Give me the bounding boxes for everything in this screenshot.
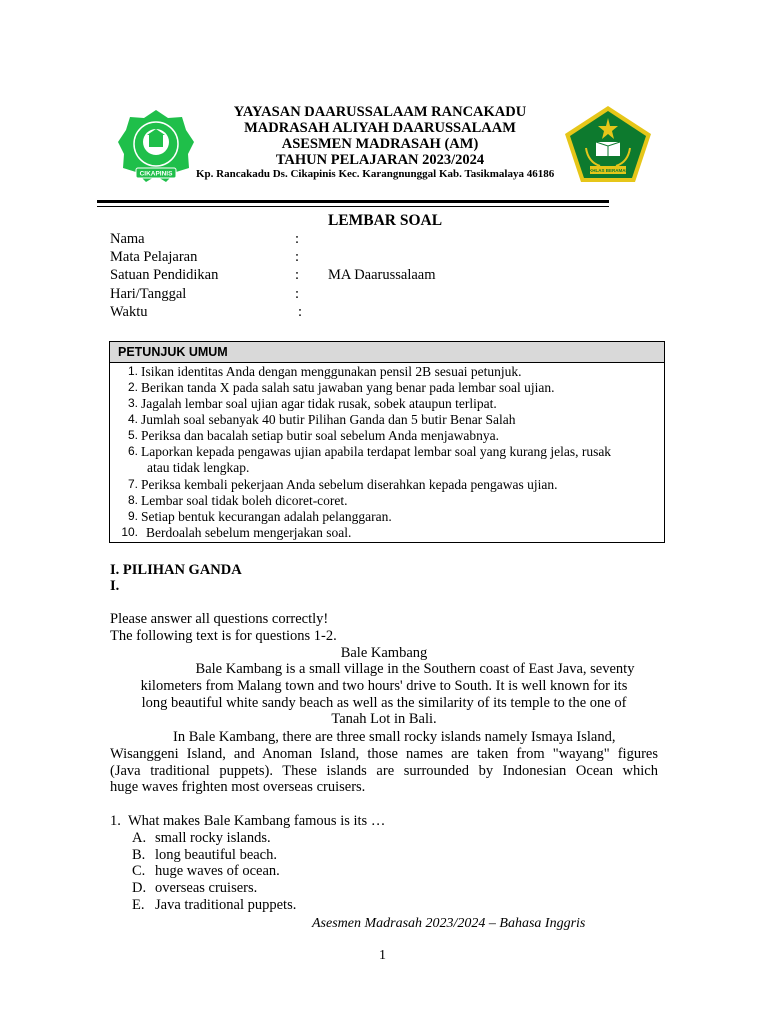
- section-subtitle: I.: [110, 578, 120, 594]
- passage-line: Tanah Lot in Bali.: [331, 711, 437, 727]
- field-label-hari-tanggal: Hari/Tanggal: [110, 286, 187, 302]
- section-title: I. PILIHAN GANDA: [110, 562, 242, 578]
- passage-line: kilometers from Malang town and two hours' drive to South. It is well known for its: [140, 678, 628, 694]
- answer-option: C. huge waves of ocean.: [132, 863, 280, 879]
- answer-option: B. long beautiful beach.: [132, 847, 277, 863]
- passage-line: In Bale Kambang, there are three small rocky islands namely Ismaya Island,: [173, 729, 616, 745]
- school-year: TAHUN PELAJARAN 2023/2024: [275, 152, 485, 168]
- ministry-logo-text: IKHLAS BERAMAL: [587, 168, 629, 173]
- field-label-mata-pelajaran: Mata Pelajaran: [110, 249, 198, 265]
- answer-option: A. small rocky islands.: [132, 830, 271, 846]
- header-divider: [97, 200, 609, 203]
- question-text: What makes Bale Kambang famous is its …: [128, 813, 386, 829]
- field-label-nama: Nama: [110, 231, 145, 247]
- page-number: 1: [379, 948, 386, 963]
- answer-option: E. Java traditional puppets.: [132, 897, 297, 913]
- page-footer: Asesmen Madrasah 2023/2024 – Bahasa Inggris: [312, 916, 586, 931]
- instructions-box: PETUNJUK UMUM 1. Isikan identitas Anda dengan menggunakan pensil 2B sesuai petunjuk. 2. Berikan tanda X pada salah satu jawaban yang benar pada lembar soal ujian. 3. Jagalah lembar soal ujian agar tidak rusak, sobek ataupun terlipat. 4. Jumlah soal sebanyak 40 butir Pilihan Ganda dan 5 butir Benar Salah 5. Periksa dan bacalah setiap butir soal sebelum Anda menjawabnya. 6. Laporkan kepada pengawas ujian apabila terdapat lembar soal yang kurang jelas, rusak atau tidak lengkap. 7. Periksa kembali pekerjaan Anda sebelum diserahkan kepada pengawas ujian. 8. Lembar soal tidak boleh dicoret-coret. 9. Setiap bentuk kecurangan adalah pelanggaran. 10. Berdoalah sebelum mengerjakan soal.: [109, 341, 665, 543]
- passage-line: (Java traditional puppets). These islands are surrounded by Indonesian Ocean which: [110, 763, 658, 779]
- field-colon: :: [295, 231, 300, 247]
- field-value-satuan-pendidikan: MA Daarussalaam: [328, 267, 436, 283]
- passage-line: long beautiful white sandy beach as well as the similarity of its temple to the one of: [141, 695, 627, 711]
- page-title: LEMBAR SOAL: [327, 212, 443, 229]
- passage-line: Wisanggeni Island, and Anoman Island, those names are taken from "wayang" figures: [110, 746, 658, 762]
- field-colon: :: [295, 267, 300, 283]
- exam-name: ASESMEN MADRASAH (AM): [281, 136, 479, 152]
- instruction-continuation: atau tidak lengkap.: [147, 460, 250, 475]
- field-label-waktu: Waktu: [110, 304, 148, 320]
- school-logo-text: CIKAPINIS: [139, 170, 173, 178]
- instructions-heading: PETUNJUK UMUM: [110, 342, 664, 363]
- school-name: MADRASAH ALIYAH DAARUSSALAAM: [244, 120, 516, 136]
- answer-option: D. overseas cruisers.: [132, 880, 258, 896]
- passage-title: Bale Kambang: [340, 645, 428, 661]
- foundation-name: YAYASAN DAARUSSALAAM RANCAKADU: [233, 104, 527, 120]
- field-colon: :: [295, 286, 300, 302]
- field-colon: :: [298, 304, 303, 320]
- intro-text: The following text is for questions 1-2.: [110, 628, 337, 644]
- field-colon: :: [295, 249, 300, 265]
- field-label-satuan-pendidikan: Satuan Pendidikan: [110, 267, 219, 283]
- passage-line: huge waves frighten most overseas cruisers.: [110, 779, 366, 795]
- letterhead: [160, 104, 600, 168]
- intro-text: Please answer all questions correctly!: [110, 611, 329, 627]
- school-address: Kp. Rancakadu Ds. Cikapinis Kec. Karangnunggal Kab. Tasikmalaya 46186: [196, 168, 555, 180]
- question-number: 1.: [110, 813, 121, 829]
- header-divider-thin: [97, 206, 609, 207]
- passage-line: Bale Kambang is a small village in the Southern coast of East Java, seventy: [195, 661, 635, 677]
